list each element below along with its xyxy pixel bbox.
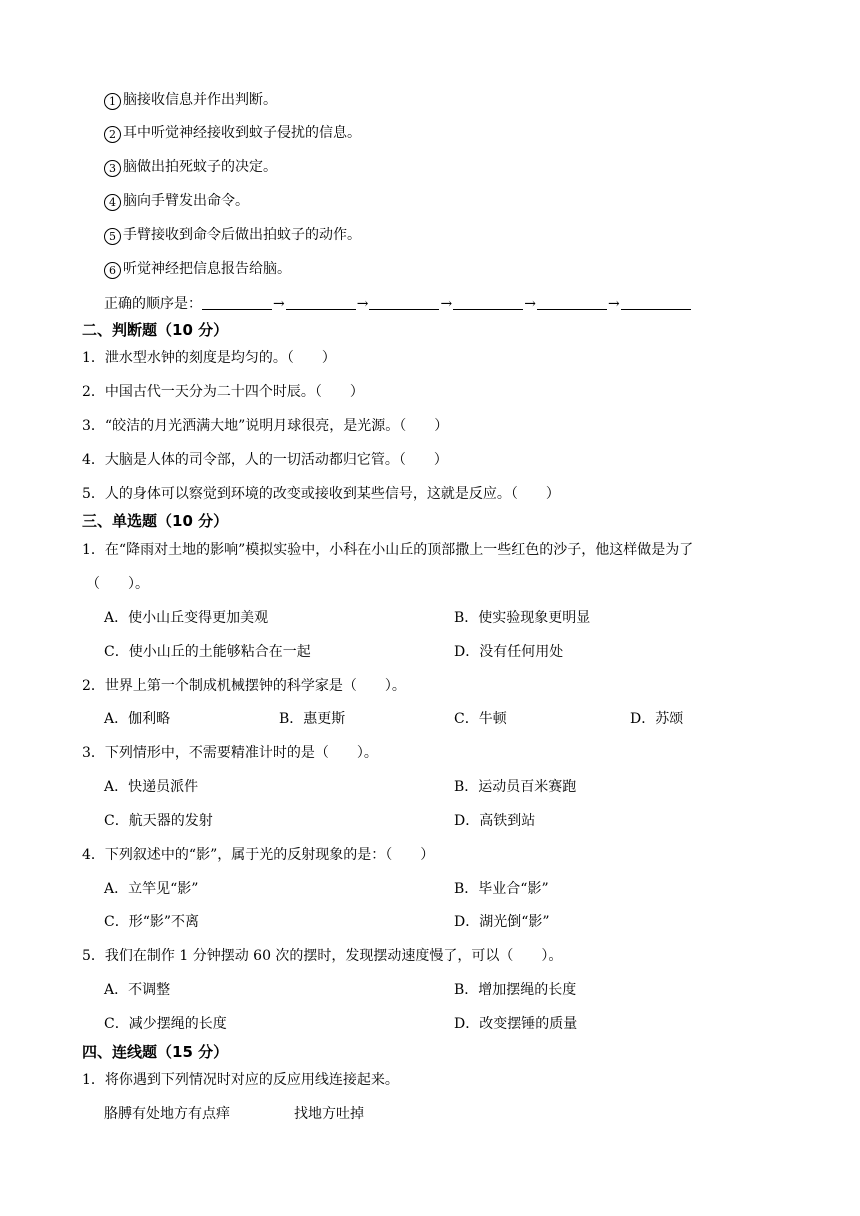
arrow-icon: →	[440, 296, 453, 312]
step-text: 手臂接收到命令后做出拍蚊子的动作。	[123, 227, 361, 243]
option-a[interactable]: A．立竿见“影”	[104, 881, 199, 897]
step-item	[104, 157, 277, 177]
option-c[interactable]: C．形“影”不离	[104, 914, 200, 930]
section-title-judgement: 二、判断题（10 分）	[82, 321, 229, 339]
step-text: 听觉神经把信息报告给脑。	[123, 261, 291, 277]
answer-blank[interactable]	[202, 295, 272, 310]
judgement-item: 5．人的身体可以察觉到环境的改变或接收到某些信号，这就是反应。（ ）	[82, 486, 560, 502]
question-stem-cont: （ ）。	[86, 576, 149, 592]
option-b[interactable]: B．使实验现象更明显	[454, 610, 591, 626]
order-line	[104, 294, 691, 314]
step-text: 耳中听觉神经接收到蚊子侵扰的信息。	[123, 125, 361, 141]
option-b[interactable]: B．惠更斯	[279, 711, 346, 727]
option-c[interactable]: C．航天器的发射	[104, 813, 213, 829]
arrow-icon: →	[273, 296, 285, 312]
step-item	[104, 259, 291, 279]
option-a[interactable]: A．不调整	[104, 982, 171, 998]
step-item	[104, 191, 249, 211]
option-d[interactable]: D．苏颂	[630, 711, 684, 727]
question-stem: 4．下列叙述中的“影”，属于光的反射现象的是：（ ）	[82, 847, 435, 863]
step-item	[104, 90, 277, 110]
match-left-item[interactable]: 胳膊有处地方有点痒	[104, 1106, 230, 1122]
option-d[interactable]: D．高铁到站	[454, 813, 536, 829]
question-stem: 5．我们在制作 1 分钟摆动 60 次的摆时，发现摆动速度慢了，可以（ ）。	[82, 948, 563, 964]
option-b[interactable]: B．运动员百米赛跑	[454, 779, 577, 795]
option-c[interactable]: C．使小山丘的土能够粘合在一起	[104, 644, 311, 660]
option-d[interactable]: D．改变摆锤的质量	[454, 1016, 578, 1032]
question-stem: 2．世界上第一个制成机械摆钟的科学家是（ ）。	[82, 678, 406, 694]
answer-blank[interactable]	[537, 295, 607, 310]
step-number: 2	[104, 126, 121, 143]
option-c[interactable]: C．牛顿	[454, 711, 507, 727]
step-item	[104, 225, 361, 245]
option-c[interactable]: C．减少摆绳的长度	[104, 1016, 227, 1032]
judgement-item: 2．中国古代一天分为二十四个时辰。（ ）	[82, 384, 364, 400]
step-number: 6	[104, 262, 121, 279]
arrow-icon: →	[356, 296, 369, 312]
step-number: 5	[104, 228, 121, 245]
step-text: 脑向手臂发出命令。	[123, 193, 249, 209]
option-d[interactable]: D．湖光倒“影”	[454, 914, 550, 930]
section-title-matching: 四、连线题（15 分）	[82, 1043, 229, 1061]
step-number: 1	[104, 93, 121, 110]
answer-blank[interactable]	[453, 295, 523, 310]
option-b[interactable]: B．毕业合“影”	[454, 881, 549, 897]
question-stem: 3．下列情形中，不需要精准计时的是（ ）。	[82, 745, 378, 761]
step-text: 脑做出拍死蚊子的决定。	[123, 159, 277, 175]
arrow-icon: →	[607, 296, 620, 312]
option-a[interactable]: A．快递员派件	[104, 779, 199, 795]
section-title-single-choice: 三、单选题（10 分）	[82, 512, 229, 530]
answer-blank[interactable]	[369, 295, 439, 310]
match-right-item[interactable]: 找地方吐掉	[294, 1106, 364, 1122]
question-stem: 1．将你遇到下列情况时对应的反应用线连接起来。	[82, 1072, 399, 1088]
answer-blank[interactable]	[621, 295, 691, 310]
answer-blank[interactable]	[286, 295, 356, 310]
option-a[interactable]: A．伽利略	[104, 711, 171, 727]
judgement-item: 1．泄水型水钟的刻度是均匀的。（ ）	[82, 350, 336, 366]
option-a[interactable]: A．使小山丘变得更加美观	[104, 610, 269, 626]
step-number: 3	[104, 160, 121, 177]
arrow-icon: →	[524, 296, 536, 312]
order-label: 正确的顺序是：	[104, 296, 202, 312]
option-d[interactable]: D．没有任何用处	[454, 644, 564, 660]
step-number: 4	[104, 194, 121, 211]
judgement-item: 3．“皎洁的月光洒满大地”说明月球很亮，是光源。（ ）	[82, 418, 449, 434]
question-stem: 1．在“降雨对土地的影响”模拟实验中，小科在小山丘的顶部撒上一些红色的沙子，他这样做是为了	[82, 542, 694, 558]
step-item	[104, 123, 361, 143]
judgement-item: 4．大脑是人体的司令部，人的一切活动都归它管。（ ）	[82, 452, 448, 468]
option-b[interactable]: B．增加摆绳的长度	[454, 982, 577, 998]
step-text: 脑接收信息并作出判断。	[123, 92, 277, 108]
